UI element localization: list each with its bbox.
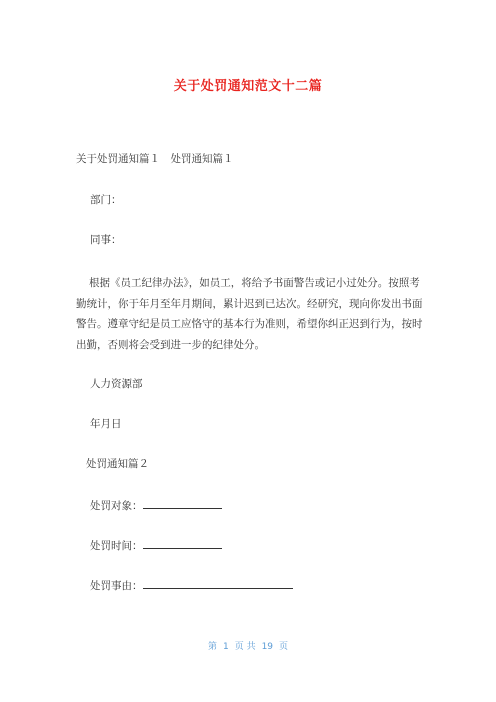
footer-total-number: 19 [261, 642, 274, 652]
document-title: 关于处罚通知范文十二篇 [173, 79, 323, 94]
dept-label: 部门： [90, 194, 122, 206]
field-object-label: 处罚对象： [90, 500, 143, 512]
field-time-blank [143, 537, 222, 549]
signature-dept: 人力资源部 [90, 378, 143, 390]
footer-suffix: 页 [279, 642, 289, 652]
section2-heading: 处罚通知篇２ [86, 458, 149, 470]
colleague-label: 同事： [90, 234, 122, 246]
field-reason-label: 处罚事由： [90, 580, 143, 592]
heading-line: 关于处罚通知篇１ 处罚通知篇１ [76, 153, 234, 165]
field-reason [90, 577, 293, 593]
field-time [90, 537, 222, 553]
field-time-label: 处罚时间： [90, 540, 143, 552]
field-reason-blank [143, 577, 293, 589]
page-footer [0, 639, 496, 652]
footer-total-label: 页 共 [234, 642, 256, 652]
footer-page-label: 第 [207, 642, 217, 652]
signature-date: 年月日 [90, 418, 122, 430]
field-object-blank [143, 497, 222, 509]
body-paragraph: 根据《员工纪律办法》，如员工，将给予书面警告或记小过处分。按照考勤统计，你于年月至年月期间，累计迟到已达次。经研究，现向你发出书面警告。遵章守纪是员工应恪守的基本行为准则，希望你纠正迟到行为，按时出勤，否则将会受到进一步的纪律处分。 [76, 277, 423, 351]
footer-page-number: 1 [222, 642, 229, 652]
field-object [90, 497, 222, 513]
